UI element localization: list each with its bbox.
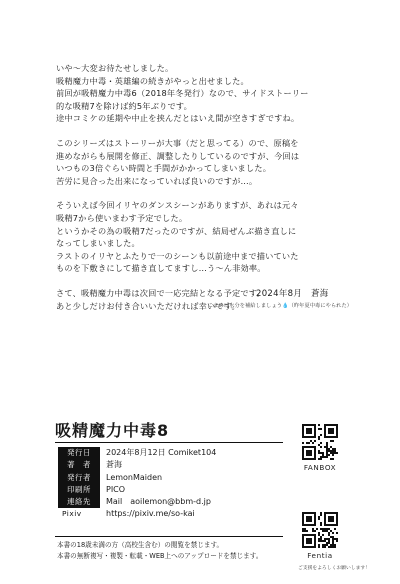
text-line: ラストのイリヤとふたりで一のシーンも以前途中まで描いていた [56,250,299,261]
text-line: 吸精魔力中毒・英雄編の続きがやっと出せました。 [56,75,249,86]
text-line: 途中コミケの延期や中止を挟んだとはいえ間が空きすぎですね。 [56,113,300,124]
colophon-key: 連絡先 [58,496,100,508]
colophon-value: 蒼海 [106,460,122,470]
qr-code-icon [302,512,338,548]
text-line: 的な吸精7を除けば約5年ぶりです。 [56,100,192,111]
text-line: 前回が吸精魔力中毒6（2018年冬発行）なので、サイドストーリー [56,88,309,99]
book-title: 吸精魔力中毒8 [55,421,170,440]
divider [55,536,283,537]
colophon-key: 印刷所 [58,484,100,496]
qr-code-icon [302,424,338,460]
notice-line: 本書の18歳未満の方（高校生含む）の閲覧を禁じます。 [57,541,224,549]
text-line: さて、吸精魔力中毒は次回で一応完結となる予定です。 [56,287,265,298]
qr-label-fentia: Fentia [307,551,333,560]
text-line: 吸精7から使いまわす予定でした。 [56,212,188,223]
afterword-paragraph-3 [56,199,376,275]
afterword-text [56,62,376,324]
afterword-paragraph-2 [56,137,376,187]
text-line: ものを下敷きにして描き直してますし…う～ん非効率。 [56,263,266,274]
colophon-value: 2024年8月12日 Comiket104 [106,448,217,457]
text-line: このシリーズはストーリーが大事（だと思ってる）ので、原稿を [56,137,299,148]
footnote: こまめに水分を補給しましょう💧（昨年夏中毒にやられた） [208,303,353,309]
colophon-key: 発行者 [58,472,100,484]
qr-label-fanbox: FANBOX [303,463,337,472]
colophon-value: Mail aoilemon@bbm-d.jp [106,497,211,507]
colophon-key: Pixiv [62,509,82,519]
colophon-row [58,508,216,520]
afterword-paragraph-1 [56,62,376,125]
text-line: いつもの3倍ぐらい時間と手間がかかってしまいました。 [56,163,272,174]
text-line: そういえば今回イリヤのダンスシーンがありますが、あれは元々 [56,200,299,211]
text-line: 苦労に見合った出来になっていれば良いのですが…。 [56,175,258,186]
colophon [58,447,216,521]
divider [55,442,283,443]
colophon-row [58,496,216,508]
colophon-key: 著 者 [58,459,100,471]
text-line: なってしまいました。 [56,238,140,249]
notice-line: 本書の無断複写・複製・転載・WEB上へのアップロードを禁じます。 [57,551,263,560]
legal-notice [57,540,262,561]
colophon-row [58,484,216,496]
colophon-key: 発行日 [58,447,100,459]
colophon-value: PICO [106,484,126,494]
text-line: というかその為の吸精7だったのですが、結局ぜんぶ描き直しに [56,225,297,236]
text-line: いや～大変お待たせしました。 [56,63,174,73]
signature-date: 2024年8月 蒼海 [256,289,329,299]
colophon-row [58,472,216,484]
text-line: 進めながらも展開を修正、調整したりしているのですが、今回は [56,150,300,161]
colophon-value: https://pixiv.me/so-kai [106,509,195,519]
colophon-row [58,447,216,459]
colophon-row [58,459,216,471]
colophon-value: LemonMaiden [106,472,163,482]
support-note: ご支援をよろしくお願いします！ [298,566,370,571]
text-line: あと少しだけお付き合いいただければ幸いです。 [56,300,240,311]
